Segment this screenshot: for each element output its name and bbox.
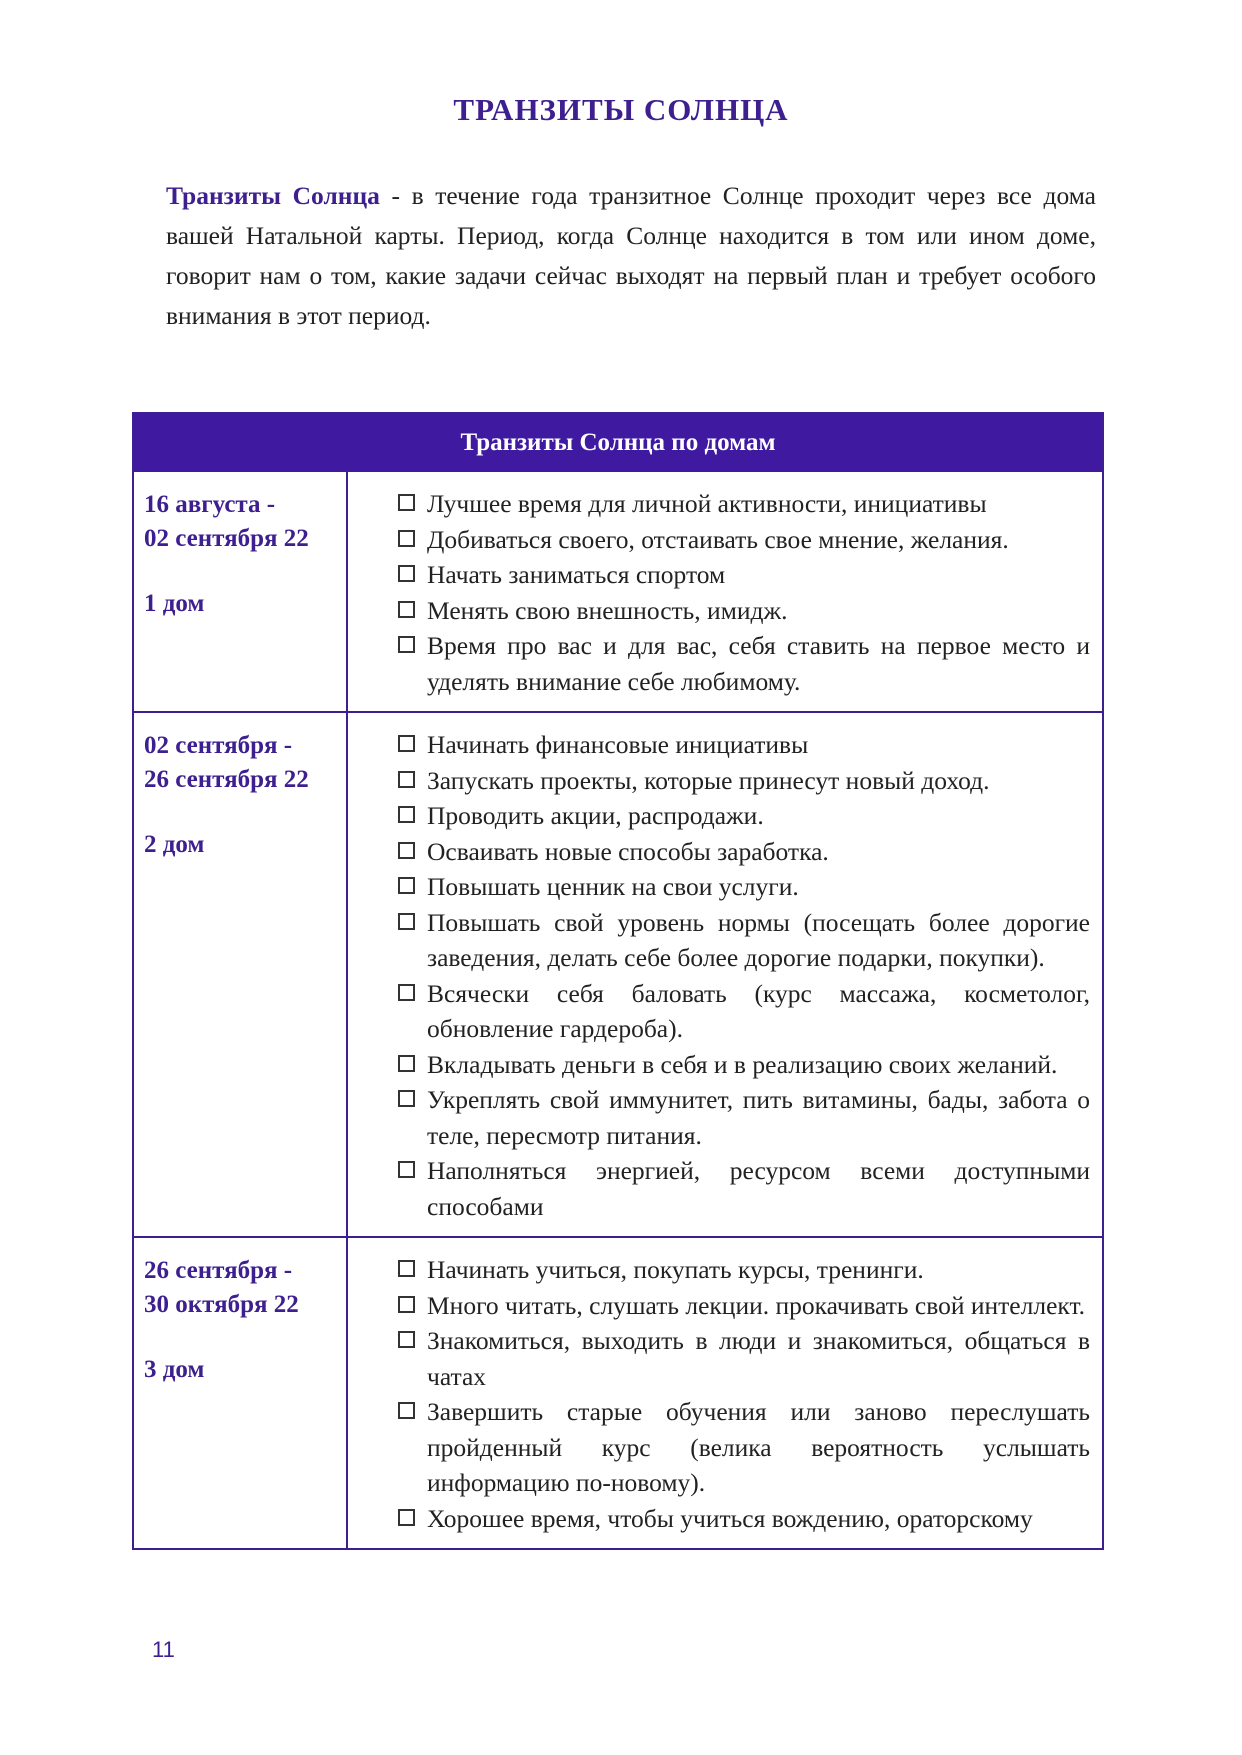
checkbox[interactable] bbox=[398, 1296, 415, 1313]
checklist-item: Начинать учиться, покупать курсы, тренинги. bbox=[398, 1252, 1090, 1288]
checklist-item: Укреплять свой иммунитет, пить витамины, бады, забота о теле, пересмотр питания. bbox=[398, 1082, 1090, 1153]
date-from: 16 августа - bbox=[144, 491, 276, 518]
date-to: 30 октября 22 bbox=[144, 1291, 299, 1318]
intro-paragraph bbox=[166, 176, 1096, 336]
checklist-item: Менять свою внешность, имидж. bbox=[398, 593, 1090, 629]
checklist-item: Повышать ценник на свои услуги. bbox=[398, 869, 1090, 905]
checklist-item: Вкладывать деньги в себя и в реализацию своих желаний. bbox=[398, 1047, 1090, 1083]
checkbox[interactable] bbox=[398, 877, 415, 894]
period-cell bbox=[134, 472, 348, 711]
checklist-item: Запускать проекты, которые принесут новый доход. bbox=[398, 763, 1090, 799]
checkbox[interactable] bbox=[398, 735, 415, 752]
house-label: 1 дом bbox=[144, 590, 205, 617]
table-header: Транзиты Солнца по домам bbox=[134, 414, 1102, 472]
house-label: 2 дом bbox=[144, 831, 205, 858]
checklist-item: Повышать свой уровень нормы (посещать более дорогие заведения, делать себе более дорогие подарки, покупки). bbox=[398, 905, 1090, 976]
checkbox[interactable] bbox=[398, 1509, 415, 1526]
checkbox[interactable] bbox=[398, 1402, 415, 1419]
intro-text: - в течение года транзитное Солнце проходит через все дома вашей Натальной карты. Период, когда Солнце находится в том или ином доме, говорит нам о том, какие задачи сейчас выходят на первый план и требует особого внимания в этот период. bbox=[166, 181, 1096, 330]
checklist-item: Добиваться своего, отстаивать свое мнение, желания. bbox=[398, 522, 1090, 558]
checkbox[interactable] bbox=[398, 984, 415, 1001]
checkbox[interactable] bbox=[398, 1090, 415, 1107]
date-from: 26 сентября - bbox=[144, 1257, 293, 1284]
checkbox[interactable] bbox=[398, 771, 415, 788]
checkbox[interactable] bbox=[398, 1055, 415, 1072]
checklist-item: Начать заниматься спортом bbox=[398, 557, 1090, 593]
checklist-item: Время про вас и для вас, себя ставить на первое место и уделять внимание себе любимому. bbox=[398, 628, 1090, 699]
checklist-item: Начинать финансовые инициативы bbox=[398, 727, 1090, 763]
checklist-item: Наполняться энергией, ресурсом всеми доступными способами bbox=[398, 1153, 1090, 1224]
checklist bbox=[348, 713, 1102, 1236]
checklist-item: Знакомиться, выходить в люди и знакомиться, общаться в чатах bbox=[398, 1323, 1090, 1394]
page-number: 11 bbox=[152, 1637, 175, 1662]
checklist-item: Много читать, слушать лекции. прокачивать свой интеллект. bbox=[398, 1288, 1090, 1324]
checklist-item: Завершить старые обучения или заново переслушать пройденный курс (велика вероятность услышать информацию по-новому). bbox=[398, 1394, 1090, 1501]
period-cell bbox=[134, 1238, 348, 1548]
table-row bbox=[134, 472, 1102, 711]
page-title: ТРАНЗИТЫ СОЛНЦА bbox=[453, 92, 789, 127]
checkbox[interactable] bbox=[398, 806, 415, 823]
date-to: 26 сентября 22 bbox=[144, 766, 309, 793]
checkbox[interactable] bbox=[398, 1331, 415, 1348]
checkbox[interactable] bbox=[398, 1260, 415, 1277]
house-label: 3 дом bbox=[144, 1356, 205, 1383]
checkbox[interactable] bbox=[398, 494, 415, 511]
checkbox[interactable] bbox=[398, 636, 415, 653]
checkbox[interactable] bbox=[398, 842, 415, 859]
checklist-item: Лучшее время для личной активности, инициативы bbox=[398, 486, 1090, 522]
date-to: 02 сентября 22 bbox=[144, 525, 309, 552]
checklist bbox=[348, 472, 1102, 711]
date-from: 02 сентября - bbox=[144, 732, 293, 759]
checkbox[interactable] bbox=[398, 565, 415, 582]
checkbox[interactable] bbox=[398, 530, 415, 547]
checkbox[interactable] bbox=[398, 1161, 415, 1178]
table-row bbox=[134, 711, 1102, 1236]
checklist-item: Проводить акции, распродажи. bbox=[398, 798, 1090, 834]
checkbox[interactable] bbox=[398, 913, 415, 930]
checklist-item: Хорошее время, чтобы учиться вождению, ораторскому bbox=[398, 1501, 1090, 1537]
checklist-item: Осваивать новые способы заработка. bbox=[398, 834, 1090, 870]
checklist-item: Всячески себя баловать (курс массажа, косметолог, обновление гардероба). bbox=[398, 976, 1090, 1047]
intro-term: Транзиты Солнца bbox=[166, 181, 380, 210]
period-cell bbox=[134, 713, 348, 1236]
checklist bbox=[348, 1238, 1102, 1548]
checkbox[interactable] bbox=[398, 601, 415, 618]
table-row bbox=[134, 1236, 1102, 1548]
transits-table bbox=[132, 412, 1104, 1550]
